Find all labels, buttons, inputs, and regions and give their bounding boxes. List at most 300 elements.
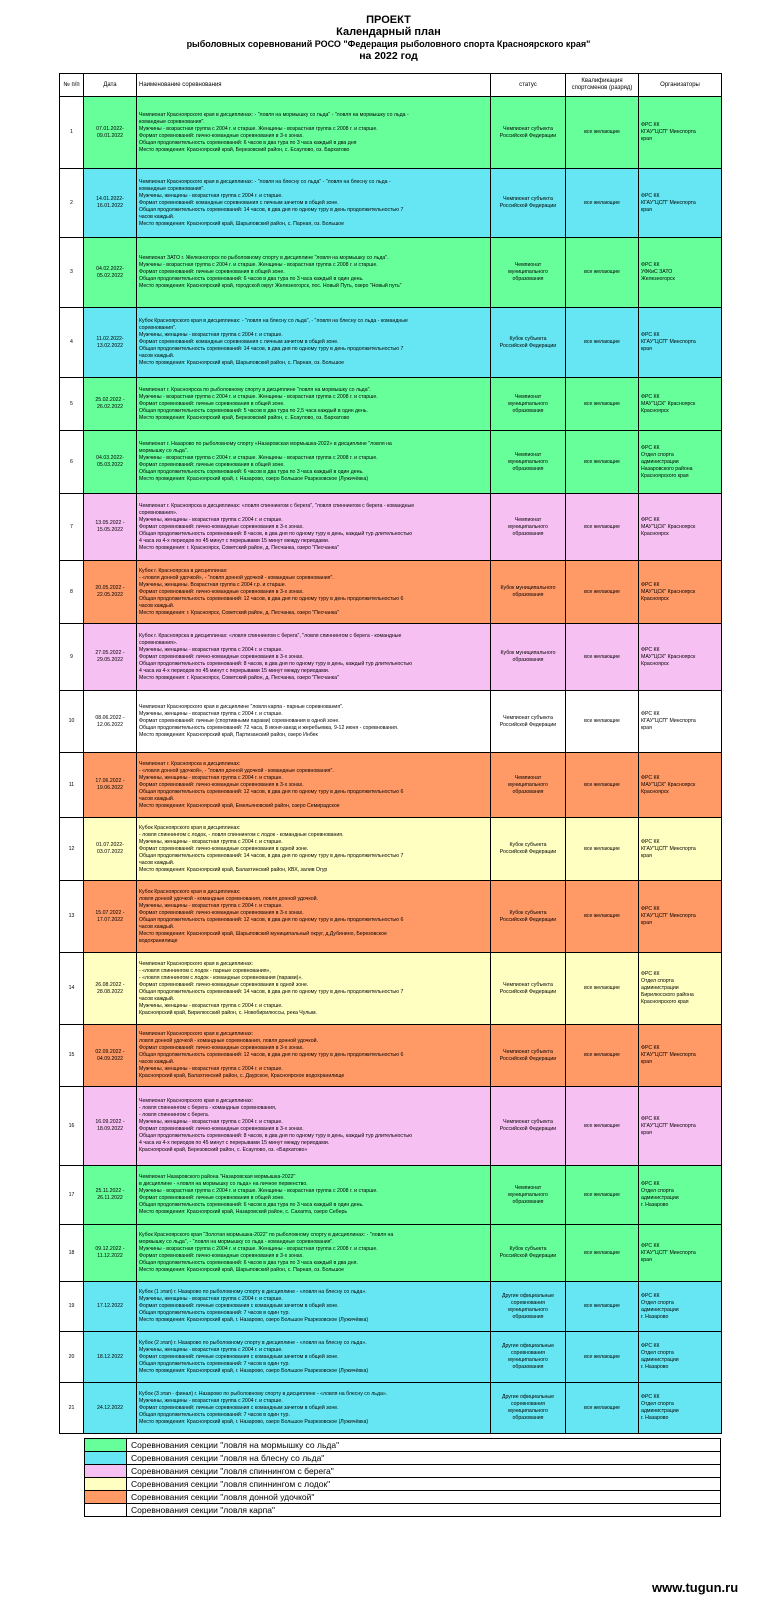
row-qualification-line: все желающие <box>584 458 620 465</box>
row-competition-name-line: Мужчины, женщины - возрастная группа с 2004 г. и старше. <box>139 1066 283 1072</box>
row-competition-name-line: Место проведения: Красноярский край, г. Назарово, озеро Большое Разрезовское (Лужичёвка) <box>139 476 369 482</box>
row-competition-name-line: Общая продолжительность соревнований: 7 часов в один тур. <box>139 1360 290 1367</box>
row-number: 3 <box>60 238 84 308</box>
row-competition-name-line: Формат соревнований: личные соревнования в общей зоне. <box>139 400 285 407</box>
row-status-line: Чемпионат <box>514 516 542 523</box>
row-competition-name-line: Общая продолжительность соревнований: 5 часов в два тура по 2,5 часа каждый в один день. <box>139 407 368 414</box>
row-date-line: 02.09.2022 - <box>95 1048 125 1055</box>
row-status-line: Чемпионат субъекта <box>503 981 553 988</box>
row-status-line: Кубок муниципального <box>500 585 556 591</box>
row-competition-name-line: Формат соревнований: личные соревнования с командным зачетом в общей зоне. <box>139 1353 339 1360</box>
row-organizers-line: администрации <box>641 985 679 991</box>
row-competition-name-line: Кубок Красноярского края в дисциплинах: - "ловля на блесну со льда", - "ловля на блесну со льда - командные <box>139 318 408 324</box>
legend-swatch <box>85 1465 127 1478</box>
row-competition-name <box>137 1225 491 1282</box>
row-competition-name <box>137 238 491 308</box>
row-competition-name-line: Мужчины, женщины - возрастная группа с 2004 г. и старше. <box>139 1296 283 1302</box>
row-status-line: Чемпионат субъекта <box>503 1048 553 1055</box>
table-row <box>60 308 722 378</box>
row-date <box>84 1282 137 1332</box>
row-competition-name-line: ловля донной удочкой - командные соревнования, ловля донной удочкой. <box>139 1038 318 1044</box>
legend-item <box>85 1439 721 1452</box>
row-qualification <box>566 1166 639 1225</box>
row-organizers-line: ФРС КК <box>641 393 660 400</box>
row-qualification-line: все желающие <box>584 400 620 407</box>
col-header-organizers: Организаторы <box>639 74 722 97</box>
row-status-line: Чемпионат субъекта <box>503 196 553 202</box>
row-date-line: 20.05.2022 - <box>95 585 125 591</box>
row-competition-name-line: Мужчины, женщины - возрастная группа с 2004 г. и старше. <box>139 516 283 523</box>
row-competition-name-line: Место проведения: Красноярский край, г. Назарово, озеро Большое Разрезовское (Лужичёвка) <box>139 1367 369 1374</box>
row-organizers-line: г. Назарово <box>641 1364 669 1370</box>
row-competition-name-line: 4 часа из 4-х периодов по 45 минут с перерывами 15 минут между периодами. <box>139 1140 330 1146</box>
row-competition-name-line: Чемпионат Красноярского края в дисциплинах: <box>139 1098 254 1104</box>
row-number: 21 <box>60 1383 84 1434</box>
row-organizers-line: ФРС КК <box>641 646 660 653</box>
row-organizers-line: администрации <box>641 1357 679 1363</box>
row-organizers <box>639 494 722 561</box>
row-number: 19 <box>60 1282 84 1332</box>
row-number: 1 <box>60 97 84 169</box>
row-qualification-line: все желающие <box>584 781 620 788</box>
row-competition-name-line: Общая продолжительность соревнований: 14 часов, в два дня по одному туру в день продолжительностью 7 <box>139 852 404 859</box>
row-organizers-line: ФРС КК <box>641 971 660 977</box>
row-organizers-line: ФРС КК <box>641 192 660 199</box>
row-organizers-line: МАУ"ЦСК" Красноярск <box>641 400 696 407</box>
row-competition-name <box>137 494 491 561</box>
row-competition-name-line: Красноярский край, Березовский район, с. Есаулово, оз. «Бархатово» <box>139 1147 308 1153</box>
col-header-num: № п/п <box>60 74 84 97</box>
row-organizers-line: КГАУ"ЦСП" Минспорта <box>641 1122 696 1129</box>
row-qualification <box>566 818 639 881</box>
row-competition-name-line: часов каждый. <box>139 1059 175 1065</box>
row-competition-name-line: Место проведения: г. Красноярск, Советский район, д. Песчанка, озеро "Песчанка" <box>139 674 339 681</box>
row-organizers-line: КГАУ"ЦСП" Минспорта <box>641 718 696 724</box>
table-row <box>60 494 722 561</box>
table-row <box>60 1025 722 1087</box>
row-competition-name-line: Чемпионат г. Красноярска по рыболовному спорту в дисциплине "ловля на мормышку со льда". <box>139 386 371 393</box>
row-status-line: образования <box>512 657 544 663</box>
row-competition-name-line: командные соревнования". <box>139 185 205 192</box>
row-competition-name-line: Кубок Красноярского края в дисциплинах: <box>139 824 241 831</box>
row-date <box>84 97 137 169</box>
row-organizers-line: Железногорск <box>641 276 675 282</box>
row-organizers-line: края <box>641 725 652 731</box>
row-organizers-line: края <box>641 1059 652 1065</box>
row-competition-name-line: мормышку со льда", - "ловля на мормышку со льда - командные соревнования". <box>139 1239 334 1245</box>
row-competition-name-line: Формат соревнований: лично-командные соревнования в 3-х зонах. <box>139 1045 304 1051</box>
row-competition-name-line: Мужчины, женщины - возрастная группа с 2004 г. и старше. <box>139 902 283 909</box>
row-competition-name-line: - ловля спиннингом с берега. <box>139 1112 210 1118</box>
row-status-line: образования <box>512 592 544 598</box>
row-status-line: муниципального <box>508 269 548 275</box>
row-competition-name <box>137 753 491 818</box>
legend-label: Соревнования секции "ловля карпа" <box>127 1504 721 1517</box>
row-competition-name <box>137 1166 491 1225</box>
row-status <box>491 953 566 1025</box>
row-competition-name-line: Чемпионат г. Красноярска в дисциплинах: «ловля спиннингом с берега", "ловля спиннингом с берега - командные <box>139 502 415 509</box>
row-competition-name-line: Место проведения: Красноярский край, Шарыповский район, с. Парная, оз. Большое <box>139 1267 345 1273</box>
row-competition-name <box>137 169 491 238</box>
row-status <box>491 1025 566 1087</box>
row-date-line: 24.12.2022 <box>97 1404 123 1411</box>
row-organizers <box>639 1332 722 1383</box>
row-competition-name-line: Мужчины, женщины - возрастная группа с 2004 г. и старше. <box>139 1119 283 1125</box>
row-status-line: муниципального <box>508 1306 548 1313</box>
row-status-line: Российской Федерации <box>499 1055 557 1062</box>
row-competition-name <box>137 953 491 1025</box>
row-competition-name-line: Место проведения: Красноярский край, Шарыповский район, с. Парная, оз. Большое <box>139 360 345 366</box>
row-status <box>491 691 566 753</box>
row-competition-name-line: Формат соревнований: лично-командные соревнования в 3-х зонах. <box>139 653 304 660</box>
row-competition-name-line: Место проведения: Красноярский край, Назаровский район, с. Сахапта, озеро Себерь <box>139 1209 348 1215</box>
row-competition-name <box>137 431 491 494</box>
row-status <box>491 97 566 169</box>
row-date-line: 09.01.2022 <box>97 132 123 139</box>
row-qualification <box>566 624 639 691</box>
row-status <box>491 1166 566 1225</box>
row-competition-name-line: соревнования". <box>139 325 177 331</box>
row-competition-name-line: Чемпионат Назаровского района "Назаровская мормышка-2022" <box>139 1174 296 1180</box>
row-competition-name-line: Мужчины, женщины - возрастная группа с 2004 г. и старше. <box>139 646 283 653</box>
row-organizers <box>639 818 722 881</box>
row-competition-name-line: Общая продолжительность соревнований: 6 часов в два тура по 3 часа каждый в один день. <box>139 1202 364 1208</box>
row-organizers-line: ФРС КК <box>641 516 660 523</box>
row-number: 12 <box>60 818 84 881</box>
row-date <box>84 1383 137 1434</box>
row-date <box>84 431 137 494</box>
row-competition-name-line: Красноярский край, Бирилюсский район, с. Новобирилюссы, река Чулым. <box>139 1009 317 1016</box>
row-organizers-line: Красноярск <box>641 407 669 414</box>
row-competition-name-line: - ловля спиннингом с берега - командные соревнования, <box>139 1105 277 1111</box>
row-organizers-line: края <box>641 346 652 352</box>
row-competition-name-line: Кубок г. Красноярска в дисциплинах: <box>139 567 228 574</box>
row-competition-name <box>137 1282 491 1332</box>
row-status <box>491 494 566 561</box>
row-competition-name-line: Место проведения: Красноярский край, городской округ Железногорск, пос. Новый Путь, озеро "Новый путь" <box>139 283 402 289</box>
row-qualification-line: все желающие <box>584 653 620 660</box>
row-date-line: 03.07.2022 <box>97 849 123 855</box>
row-competition-name-line: - «ловля донной удочкой», - "ловля донной удочкой - командные соревнования". <box>139 767 334 774</box>
row-competition-name-line: командные соревнования". <box>139 118 205 125</box>
row-organizers <box>639 561 722 624</box>
row-organizers-line: ФРС КК <box>641 906 660 912</box>
row-date <box>84 953 137 1025</box>
row-status <box>491 1332 566 1383</box>
row-qualification <box>566 1087 639 1166</box>
row-competition-name-line: мормышку со льда". <box>139 448 189 454</box>
row-date-line: 19.06.2022 <box>97 785 123 791</box>
row-competition-name-line: Место проведения: г. Красноярск, Советский район, д. Песчанка, озеро "Песчанка" <box>139 609 339 616</box>
row-status-line: Другие официальные <box>501 1292 555 1299</box>
row-organizers-line: края <box>641 852 652 859</box>
row-organizers-line: КГАУ"ЦСП" Минспорта <box>641 1249 696 1256</box>
row-date-line: 15.07.2022 - <box>95 909 125 916</box>
row-status <box>491 881 566 953</box>
row-status-line: образования <box>512 276 544 282</box>
row-qualification <box>566 1332 639 1383</box>
row-organizers-line: Отдел спорта <box>641 1188 674 1194</box>
row-date <box>84 308 137 378</box>
row-competition-name-line: Место проведения: Красноярский край, Шарыповский муниципальный округ, д.Дубинино, Березовское <box>139 930 387 937</box>
row-organizers-line: края <box>641 206 652 213</box>
row-competition-name-line: Место проведения: Красноярский край, Березовский район, с. Есаулово, оз. Бархатово <box>139 146 350 153</box>
row-status <box>491 308 566 378</box>
row-qualification-line: все желающие <box>584 1191 620 1198</box>
row-qualification-line: все желающие <box>584 199 620 206</box>
row-date <box>84 818 137 881</box>
row-competition-name-line: Чемпионат г. Назарово по рыболовному спорту «Назаровская мормышка-2022» в дисциплине "ловля на <box>139 441 392 447</box>
row-competition-name-line: Общая продолжительность соревнований: 6 часов в два тура по 3 часа каждый в два дня <box>139 139 357 146</box>
row-date-line: 14.01.2022- <box>96 196 124 202</box>
row-number: 5 <box>60 378 84 431</box>
row-competition-name-line: Чемпионат Красноярского края в дисциплине "ловля карпа - парные соревнования". <box>139 704 344 710</box>
row-competition-name-line: Мужчины, женщины - возрастная группа с 2004 г. и старше. <box>139 332 283 338</box>
row-date-line: 25.02.2022 - <box>95 397 125 403</box>
row-qualification-line: все желающие <box>584 845 620 852</box>
row-number: 17 <box>60 1166 84 1225</box>
row-organizers-line: края <box>641 920 652 926</box>
row-competition-name-line: Мужчины - возрастная группа с 2004 г. и старше. Женщины - возрастная группа с 2008 г. и старше. <box>139 1246 378 1252</box>
row-organizers-line: УФКиС ЗАТО <box>641 269 673 275</box>
legend-item <box>85 1491 721 1504</box>
row-qualification-line: все желающие <box>584 1353 620 1360</box>
row-status-line: Российской Федерации <box>499 342 557 349</box>
row-organizers-line: МАУ"ЦСК" Красноярск <box>641 523 696 530</box>
row-competition-name-line: - «ловля донной удочкой», - "ловля донной удочкой - командные соревнования". <box>139 574 334 581</box>
doc-title: Календарный план <box>336 26 441 38</box>
row-competition-name-line: часов каждый. <box>139 923 175 930</box>
row-status <box>491 1087 566 1166</box>
row-competition-name-line: Место проведения: Красноярский край, Березовский район, с. Есаулово, оз. Бархатово <box>139 414 350 421</box>
row-competition-name-line: Формат соревнований: личные соревнования в общей зоне. <box>139 1195 285 1201</box>
row-organizers-line: края <box>641 136 652 142</box>
row-status-line: муниципального <box>508 1408 548 1414</box>
legend-item <box>85 1478 721 1491</box>
row-date-line: 25.11.2022 - <box>95 1188 125 1194</box>
row-organizers-line: ФРС КК <box>641 1181 660 1187</box>
row-organizers-line: Отдел спорта <box>641 1401 674 1407</box>
row-qualification <box>566 881 639 953</box>
row-competition-name <box>137 1332 491 1383</box>
row-competition-name-line: Мужчины, женщины - возрастная группа с 2004 г. и старше. <box>139 711 283 717</box>
row-organizers-line: г. Назарово <box>641 1415 669 1421</box>
row-organizers <box>639 169 722 238</box>
row-status-line: образования <box>512 1313 544 1320</box>
row-competition-name-line: Мужчины, женщины - возрастная группа с 2004 г. и старше. <box>139 192 283 199</box>
row-organizers-line: КГАУ"ЦСП" Минспорта <box>641 1052 696 1058</box>
row-competition-name-line: Красноярский край, Балахтинский район, с. Даурское, Красноярское водохранилище <box>139 1073 345 1079</box>
table-row <box>60 953 722 1025</box>
row-organizers-line: администрации <box>641 1306 679 1313</box>
row-competition-name-line: Общая продолжительность соревнований: 8 часов, в два дня по одному туру в день, каждый тур длительностью <box>139 530 412 537</box>
row-competition-name-line: Место проведения: г. Красноярск, Советский район, д. Песчанка, озеро "Песчанка" <box>139 544 339 551</box>
row-status-line: Российской Федерации <box>499 1126 557 1132</box>
row-competition-name-line: Общая продолжительность соревнований: 12 часов, в два дня по одному туру в день продолжительностью 6 <box>139 788 404 795</box>
row-organizers-line: администрации <box>641 1408 679 1414</box>
row-competition-name <box>137 818 491 881</box>
row-status-line: образования <box>512 1198 544 1205</box>
table-row <box>60 881 722 953</box>
row-organizers <box>639 753 722 818</box>
legend-swatch <box>85 1452 127 1465</box>
row-status-line: образования <box>512 1364 544 1370</box>
row-competition-name <box>137 1025 491 1087</box>
row-status <box>491 169 566 238</box>
row-qualification <box>566 1383 639 1434</box>
row-status-line: образования <box>512 407 544 414</box>
row-number: 20 <box>60 1332 84 1383</box>
row-date-line: 18.09.2022 <box>97 1126 123 1132</box>
row-competition-name-line: Общая продолжительность соревнований: 6 часов в два тура по 3 часа каждый в один день. <box>139 469 364 475</box>
row-competition-name-line: Формат соревнований: лично-командные соревнования в 3-х зонах. <box>139 781 304 788</box>
row-status-line: образования <box>512 465 544 472</box>
row-competition-name-line: Общая продолжительность соревнований: 14 часов, в два дня по одному туру в день продолжительностью 7 <box>139 988 404 995</box>
row-competition-name-line: Формат соревнований: личные соревнования в общей зоне. <box>139 462 285 468</box>
row-organizers-line: Красноярск <box>641 788 669 795</box>
row-number: 8 <box>60 561 84 624</box>
row-competition-name <box>137 561 491 624</box>
row-competition-name-line: Общая продолжительность соревнований: 6 часов в два тура по 3 часа каждый в два дня. <box>139 1260 358 1266</box>
row-organizers-line: ФРС КК <box>641 1115 660 1122</box>
table-body <box>60 97 722 1434</box>
row-competition-name <box>137 308 491 378</box>
row-number: 18 <box>60 1225 84 1282</box>
row-competition-name-line: Место проведения: Красноярский край, Емельяновский район, озеро Семирадское <box>139 802 340 809</box>
row-date-line: 28.08.2022 <box>97 988 123 995</box>
row-date-line: 11.02.2022- <box>96 335 124 342</box>
row-date-line: 05.03.2022 <box>97 462 123 468</box>
row-date-line: 22.05.2022 <box>97 592 123 598</box>
row-date <box>84 494 137 561</box>
row-status-line: Чемпионат субъекта <box>503 1119 553 1125</box>
row-status <box>491 1383 566 1434</box>
row-qualification <box>566 953 639 1025</box>
row-competition-name-line: Мужчины, женщины - возрастная группа с 2004 г. и старше. <box>139 1397 283 1404</box>
row-date-line: 04.03.2022- <box>96 455 124 461</box>
row-competition-name-line: ловля донной удочкой - командные соревнования, ловля донной удочкой. <box>139 895 318 902</box>
row-qualification-line: все желающие <box>584 269 620 275</box>
row-date <box>84 169 137 238</box>
row-competition-name-line: часов каждый. <box>139 995 175 1002</box>
table-row <box>60 818 722 881</box>
legend-swatch <box>85 1504 127 1517</box>
row-number: 6 <box>60 431 84 494</box>
row-number: 15 <box>60 1025 84 1087</box>
row-competition-name-line: - «ловля спиннингом с лодок - парные соревнования», <box>139 967 271 974</box>
row-organizers <box>639 1282 722 1332</box>
row-competition-name-line: Формат соревнований: личные соревнования в общей зоне. <box>139 269 285 275</box>
row-status-line: муниципального <box>508 400 548 407</box>
row-organizers-line: КГАУ"ЦСП" Минспорта <box>641 129 696 135</box>
row-status-line: образования <box>512 788 544 795</box>
row-organizers-line: Красноярского края <box>641 472 689 479</box>
row-status <box>491 753 566 818</box>
row-qualification <box>566 691 639 753</box>
row-status-line: соревнования <box>511 1299 545 1306</box>
row-date <box>84 753 137 818</box>
row-competition-name-line: Формат соревнований: лично-командные соревнования в 3-х зонах. <box>139 523 304 530</box>
row-competition-name-line: часов каждый. <box>139 213 175 220</box>
row-competition-name-line: Место проведения: Красноярский край, Партизанский район, озеро Инбек <box>139 732 318 738</box>
row-competition-name-line: Чемпионат Красноярского края в дисциплинах: - "ловля на блесну со льда" - "ловля на блесну со льда - <box>139 178 391 185</box>
row-status <box>491 238 566 308</box>
row-organizers-line: Бирилюсского района <box>641 992 694 998</box>
row-date <box>84 691 137 753</box>
row-number: 13 <box>60 881 84 953</box>
table-header-row <box>60 74 722 97</box>
table-row <box>60 97 722 169</box>
row-organizers-line: Красноярск <box>641 530 669 537</box>
row-date-line: 26.02.2022 <box>97 404 123 410</box>
row-status <box>491 624 566 691</box>
row-status-line: Кубок муниципального <box>500 650 556 656</box>
color-legend <box>84 1438 721 1517</box>
row-number: 10 <box>60 691 84 753</box>
row-organizers-line: КГАУ"ЦСП" Минспорта <box>641 845 696 852</box>
row-status <box>491 818 566 881</box>
row-date-line: 17.07.2022 <box>97 916 123 923</box>
row-competition-name <box>137 378 491 431</box>
row-qualification <box>566 494 639 561</box>
row-status-line: Чемпионат <box>514 451 542 458</box>
row-organizers-line: ФРС КК <box>641 581 660 588</box>
row-status-line: Кубок субъекта <box>509 909 547 916</box>
row-competition-name-line: Общая продолжительность соревнований: 12 часов, в два дня по одному туру в день продолжительностью 6 <box>139 595 404 602</box>
legend-label: Соревнования секции "ловля спиннингом с берега" <box>127 1465 721 1478</box>
row-qualification-line: все желающие <box>584 1052 620 1058</box>
row-competition-name-line: в дисциплине - «ловля на мормышку со льда» на личное первенство. <box>139 1181 308 1187</box>
row-status-line: Российской Федерации <box>499 132 557 139</box>
row-competition-name-line: Формат соревнований: лично-командные соревнования в 3-х зонах. <box>139 1126 304 1132</box>
row-organizers-line: Отдел спорта <box>641 1299 674 1306</box>
row-organizers-line: г. Назарово <box>641 1202 669 1208</box>
row-organizers <box>639 378 722 431</box>
row-competition-name-line: Формат соревнований: командные соревнования с личным зачетом в общей зоне. <box>139 199 339 206</box>
row-organizers-line: КГАУ"ЦСП" Минспорта <box>641 199 696 206</box>
row-status-line: Кубок субъекта <box>509 1246 547 1252</box>
row-competition-name-line: Формат соревнований: лично-командные соревнования в 3-х зонах. <box>139 909 304 916</box>
row-status-line: Российской Федерации <box>499 1253 557 1259</box>
row-date-line: 29.05.2022 <box>97 657 123 663</box>
row-competition-name-line: Формат соревнований: лично-командные соревнования в одной зоне. <box>139 845 309 852</box>
row-qualification-line: все желающие <box>584 339 620 345</box>
row-competition-name-line: - ловля спиннингом с лодок, - ловля спиннингом с лодок - командные соревнования. <box>139 831 344 838</box>
row-competition-name-line: Кубок (3 этап - финал) г. Назарово по рыболовному спорту в дисциплине - «ловля на блесну со льда». <box>139 1390 388 1397</box>
row-qualification <box>566 308 639 378</box>
row-status-line: Кубок субъекта <box>509 842 547 848</box>
row-date-line: 15.05.2022 <box>97 527 123 533</box>
row-date-line: 16.09.2022 - <box>95 1119 125 1125</box>
row-date <box>84 1332 137 1383</box>
row-organizers-line: ФРС КК <box>641 262 660 268</box>
row-competition-name-line: Общая продолжительность соревнований: 6 часов в два тура по 3 часа каждый в один день. <box>139 276 364 282</box>
row-competition-name-line: Формат соревнований: лично-командные соревнования в 3-х зонах. <box>139 132 304 139</box>
row-qualification <box>566 97 639 169</box>
row-date <box>84 1166 137 1225</box>
row-organizers-line: Отдел спорта <box>641 451 674 458</box>
row-number: 11 <box>60 753 84 818</box>
legend-swatch <box>85 1491 127 1504</box>
legend-item <box>85 1452 721 1465</box>
row-date-line: 17.12.2022 <box>97 1303 123 1309</box>
row-organizers <box>639 238 722 308</box>
row-date <box>84 1087 137 1166</box>
table-row <box>60 1332 722 1383</box>
row-competition-name-line: часов каждый. <box>139 353 175 359</box>
row-competition-name-line: Чемпионат ЗАТО г. Железногорск по рыболовному спорту в дисциплине "ловля на мормышку со льда". <box>139 255 389 261</box>
row-competition-name-line: Мужчины, женщины. Возрастная группа с 2004 г.р. и старше. <box>139 581 287 588</box>
